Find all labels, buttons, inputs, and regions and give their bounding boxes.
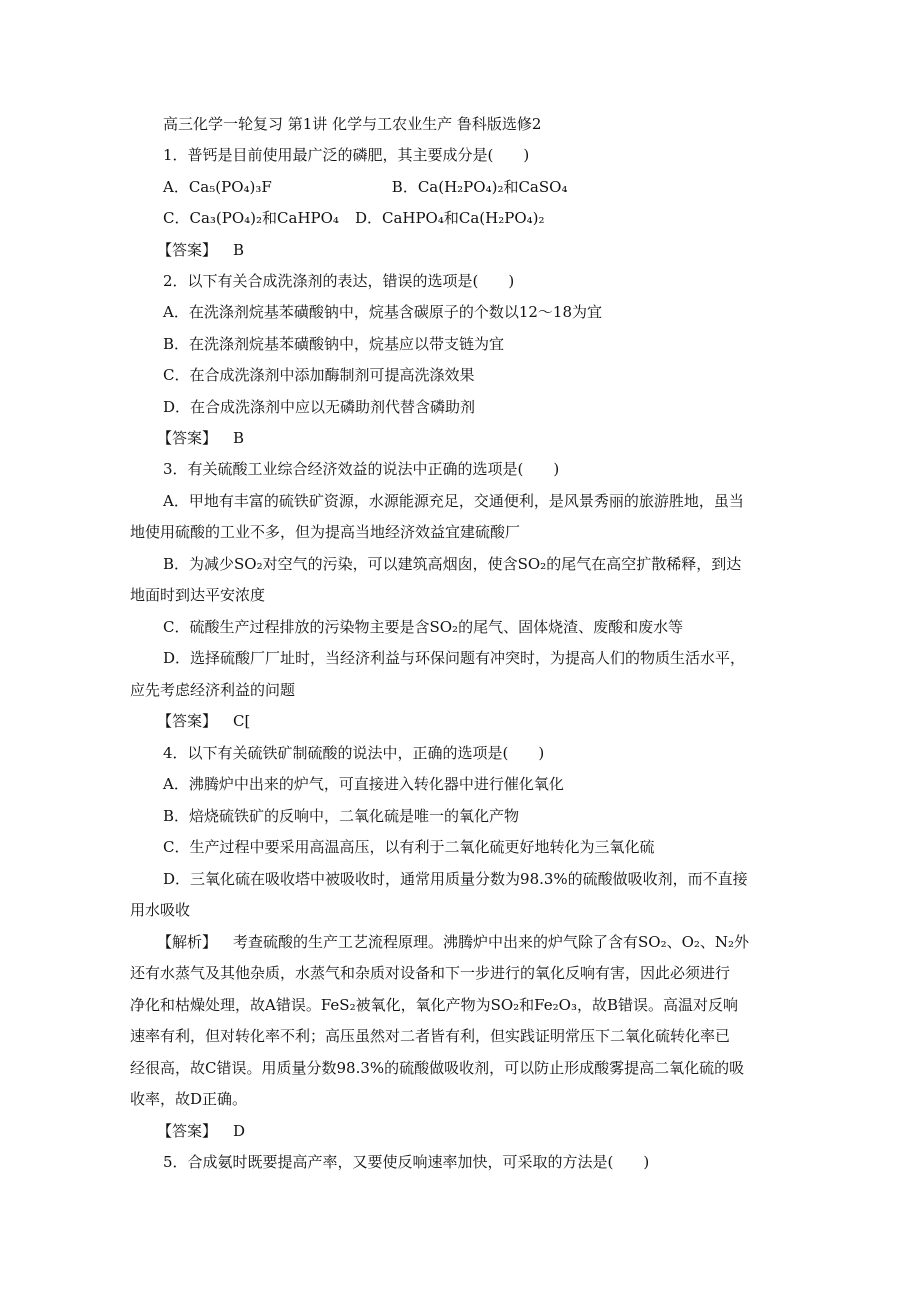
q2-option-b: B．在洗涤剂烷基苯磺酸钠中，烷基应以带支链为宜: [163, 335, 505, 353]
question-1-answer: [157, 240, 244, 260]
q4-analysis-line3: 净化和枯燥处理，故A错误。FeS₂被氧化，氧化产物为SO₂和Fe₂O₃，故B错误。高温对反响: [130, 996, 738, 1014]
q3-option-a-line2: 地使用硫酸的工业不多，但为提高当地经济效益宜建硫酸厂: [130, 523, 521, 541]
q3-option-a-line1: A．甲地有丰富的硫铁矿资源，水源能源充足，交通便利，是风景秀丽的旅游胜地，虽当: [163, 492, 744, 510]
q1-option-d: D．CaHPO₄和Ca(H₂PO₄)₂: [354, 209, 545, 227]
q4-option-d-line1: D．三氧化硫在吸收塔中被吸收时，通常用质量分数为98.3%的硫酸做吸收剂，而不直接: [163, 870, 748, 888]
question-3-stem: 3．有关硫酸工业综合经济效益的说法中正确的选项是( ): [163, 460, 560, 478]
analysis-tag: 【解析】: [157, 933, 218, 951]
q4-analysis-line5: 经很高，故C错误。用质量分数98.3%的硫酸做吸收剂，可以防止形成酸雾提高二氧化硫的吸: [130, 1059, 745, 1077]
answer-tag: 【答案】: [157, 1122, 218, 1140]
answer-tag: 【答案】: [157, 241, 218, 259]
answer-tag: 【答案】: [157, 712, 218, 730]
q4-analysis-line1: [157, 932, 749, 952]
question-4-stem: 4．以下有关硫铁矿制硫酸的说法中，正确的选项是( ): [163, 744, 545, 762]
q3-option-b-line1: B．为减少SO₂对空气的污染，可以建筑高烟囱，使含SO₂的尾气在高空扩散稀释，到达: [163, 555, 742, 573]
answer-value: B: [233, 241, 245, 259]
q3-option-c: C．硫酸生产过程排放的污染物主要是含SO₂的尾气、固体烧渣、废酸和废水等: [163, 618, 684, 636]
q4-option-b: B．焙烧硫铁矿的反响中，二氧化硫是唯一的氧化产物: [163, 807, 520, 825]
question-5-stem: 5．合成氨时既要提高产率，又要使反响速率加快，可采取的方法是( ): [163, 1153, 650, 1171]
question-1-stem: 1．普钙是目前使用最广泛的磷肥，其主要成分是( ): [163, 146, 530, 164]
question-3-answer: [157, 711, 250, 731]
question-1-options-cd: [163, 208, 545, 228]
q1-option-b: B．Ca(H₂PO₄)₂和CaSO₄: [391, 178, 568, 196]
q4-analysis-line2: 还有水蒸气及其他杂质，水蒸气和杂质对设备和下一步进行的氧化反响有害，因此必须进行: [130, 964, 731, 982]
q4-option-d-line2: 用水吸收: [130, 901, 191, 919]
q3-option-d-line1: D．选择硫酸厂厂址时，当经济利益与环保问题有冲突时，为提高人们的物质生活水平，: [163, 649, 746, 667]
answer-value: D: [233, 1122, 246, 1140]
question-2-stem: 2．以下有关合成洗涤剂的表达，错误的选项是( ): [163, 272, 515, 290]
q3-option-d-line2: 应先考虑经济利益的问题: [130, 681, 296, 699]
q1-option-a: A．Ca₅(PO₄)₃F: [163, 178, 272, 196]
q2-option-d: D．在合成洗涤剂中应以无磷助剂代替含磷助剂: [163, 398, 476, 416]
q4-option-a: A．沸腾炉中出来的炉气，可直接进入转化器中进行催化氧化: [163, 775, 564, 793]
analysis-text: 考查硫酸的生产工艺流程原理。沸腾炉中出来的炉气除了含有SO₂、O₂、N₂外: [233, 933, 750, 951]
q4-analysis-line4: 速率有利，但对转化率不利；高压虽然对二者皆有利，但实践证明常压下二氧化硫转化率已: [130, 1027, 731, 1045]
answer-tag: 【答案】: [157, 429, 218, 447]
q3-option-b-line2: 地面时到达平安浓度: [130, 586, 266, 604]
q2-option-a: A．在洗涤剂烷基苯磺酸钠中，烷基含碳原子的个数以12～18为宜: [163, 303, 603, 321]
q4-analysis-line6: 收率，故D正确。: [130, 1090, 248, 1108]
answer-value: B: [233, 429, 245, 447]
question-1-options-ab: [163, 177, 567, 197]
document-title: 高三化学一轮复习 第1讲 化学与工农业生产 鲁科版选修2: [163, 115, 542, 133]
question-4-answer: [157, 1121, 245, 1141]
answer-value: C[: [233, 712, 251, 730]
q2-option-c: C．在合成洗涤剂中添加酶制剂可提高洗涤效果: [163, 366, 475, 384]
q4-option-c: C．生产过程中要采用高温高压，以有利于二氧化硫更好地转化为三氧化硫: [163, 838, 655, 856]
q1-option-c: C．Ca₃(PO₄)₂和CaHPO₄: [163, 209, 339, 227]
question-2-answer: [157, 428, 244, 448]
